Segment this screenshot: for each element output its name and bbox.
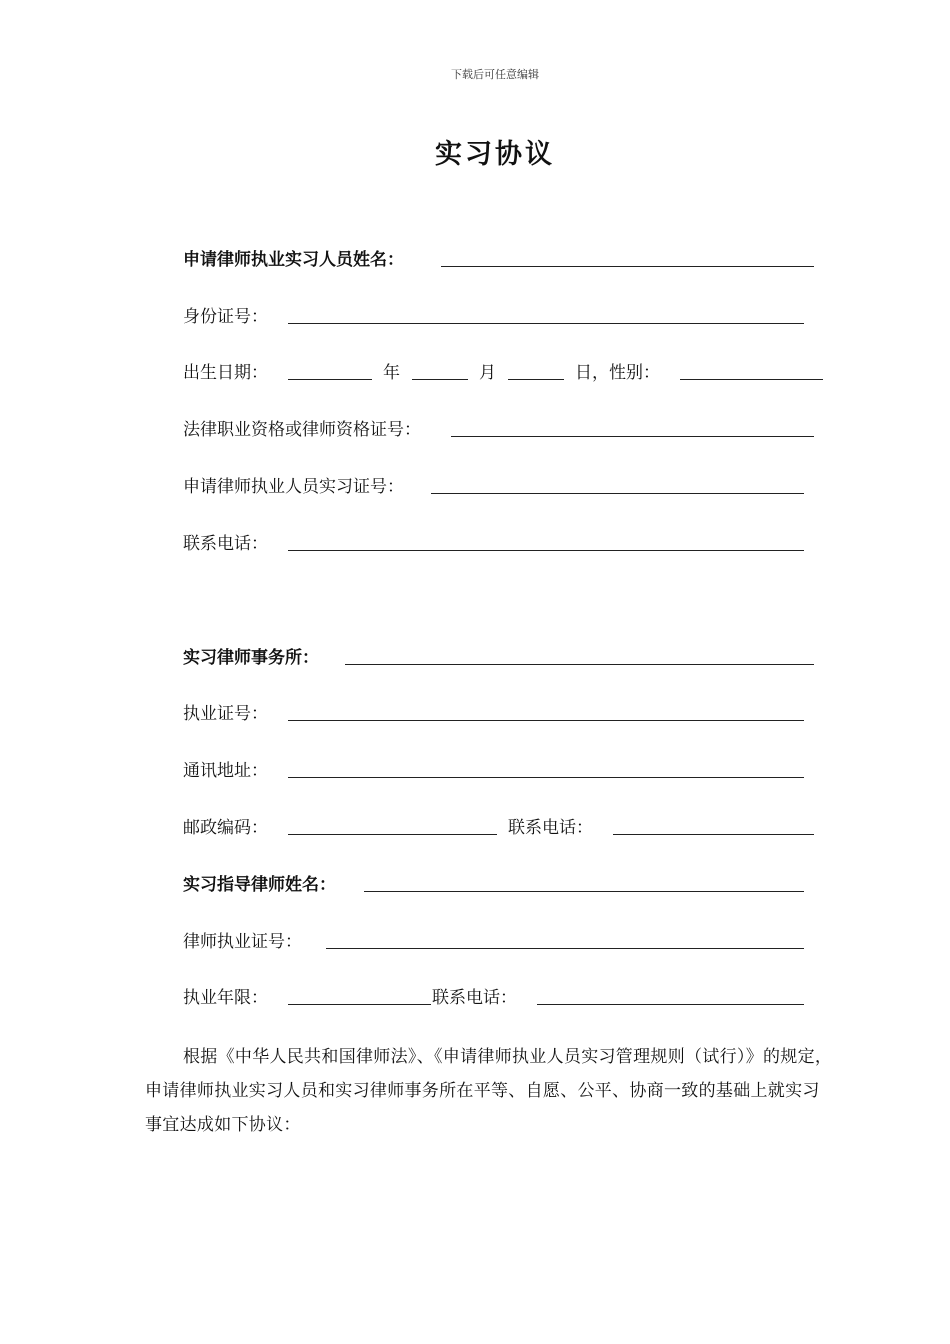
mentor-name-blank[interactable] xyxy=(364,891,804,892)
mentor-years-blank[interactable] xyxy=(288,1004,431,1005)
mentor-license-blank[interactable] xyxy=(326,948,804,949)
postcode-label: 邮政编码： xyxy=(183,818,268,838)
qualification-row xyxy=(183,416,421,444)
mentor-years-row xyxy=(183,984,823,1012)
firm-address-row xyxy=(183,757,268,785)
birth-month-blank[interactable] xyxy=(412,379,468,380)
qualification-label: 法律职业资格或律师资格证号： xyxy=(183,420,421,440)
practice-cert-row xyxy=(183,473,404,501)
intro-paragraph: 根据《中华人民共和国律师法》、《申请律师执业人员实习管理规则（试行）》的规定，申请律师执业实习人员和实习律师事务所在平等、自愿、公平、协商一致的基础上就实习事宜达成如下协议： xyxy=(145,1047,833,1135)
postcode-blank[interactable] xyxy=(288,834,497,835)
firm-phone-label: 联系电话： xyxy=(508,818,593,838)
mentor-license-label: 律师执业证号： xyxy=(183,932,302,952)
applicant-id-row xyxy=(183,303,268,331)
mentor-phone-label: 联系电话： xyxy=(432,988,517,1008)
month-label: 月 xyxy=(479,363,496,383)
birth-day-blank[interactable] xyxy=(508,379,564,380)
applicant-phone-label: 联系电话： xyxy=(183,534,268,554)
birth-date-label: 出生日期： xyxy=(183,363,268,383)
practice-cert-blank[interactable] xyxy=(431,493,804,494)
applicant-name-blank[interactable] xyxy=(441,266,814,267)
mentor-license-row xyxy=(183,928,302,956)
applicant-id-blank[interactable] xyxy=(288,323,804,324)
firm-phone-blank[interactable] xyxy=(613,834,814,835)
birth-year-blank[interactable] xyxy=(288,379,372,380)
firm-address-label: 通讯地址： xyxy=(183,761,268,781)
firm-license-row xyxy=(183,700,268,728)
applicant-id-label: 身份证号： xyxy=(183,307,268,327)
firm-postcode-row xyxy=(183,814,823,842)
firm-license-label: 执业证号： xyxy=(183,704,268,724)
mentor-years-label: 执业年限： xyxy=(183,988,268,1008)
qualification-blank[interactable] xyxy=(451,436,814,437)
mentor-name-row xyxy=(183,871,336,899)
applicant-name-label: 申请律师执业实习人员姓名： xyxy=(183,250,404,270)
firm-name-label: 实习律师事务所： xyxy=(183,648,319,668)
gender-blank[interactable] xyxy=(680,379,823,380)
applicant-phone-blank[interactable] xyxy=(288,550,804,551)
mentor-name-label: 实习指导律师姓名： xyxy=(183,875,336,895)
applicant-name-row xyxy=(183,246,404,274)
document-title: 实习协议 xyxy=(435,139,555,170)
firm-name-blank[interactable] xyxy=(345,664,814,665)
practice-cert-label: 申请律师执业人员实习证号： xyxy=(183,477,404,497)
year-label: 年 xyxy=(383,363,400,383)
applicant-phone-row xyxy=(183,530,268,558)
firm-license-blank[interactable] xyxy=(288,720,804,721)
firm-address-blank[interactable] xyxy=(288,777,804,778)
header-note: 下载后可任意编辑 xyxy=(451,68,539,81)
firm-name-row xyxy=(183,644,319,672)
day-gender-label: 日，性别： xyxy=(575,363,660,383)
applicant-birth-row xyxy=(183,359,833,387)
mentor-phone-blank[interactable] xyxy=(537,1004,804,1005)
